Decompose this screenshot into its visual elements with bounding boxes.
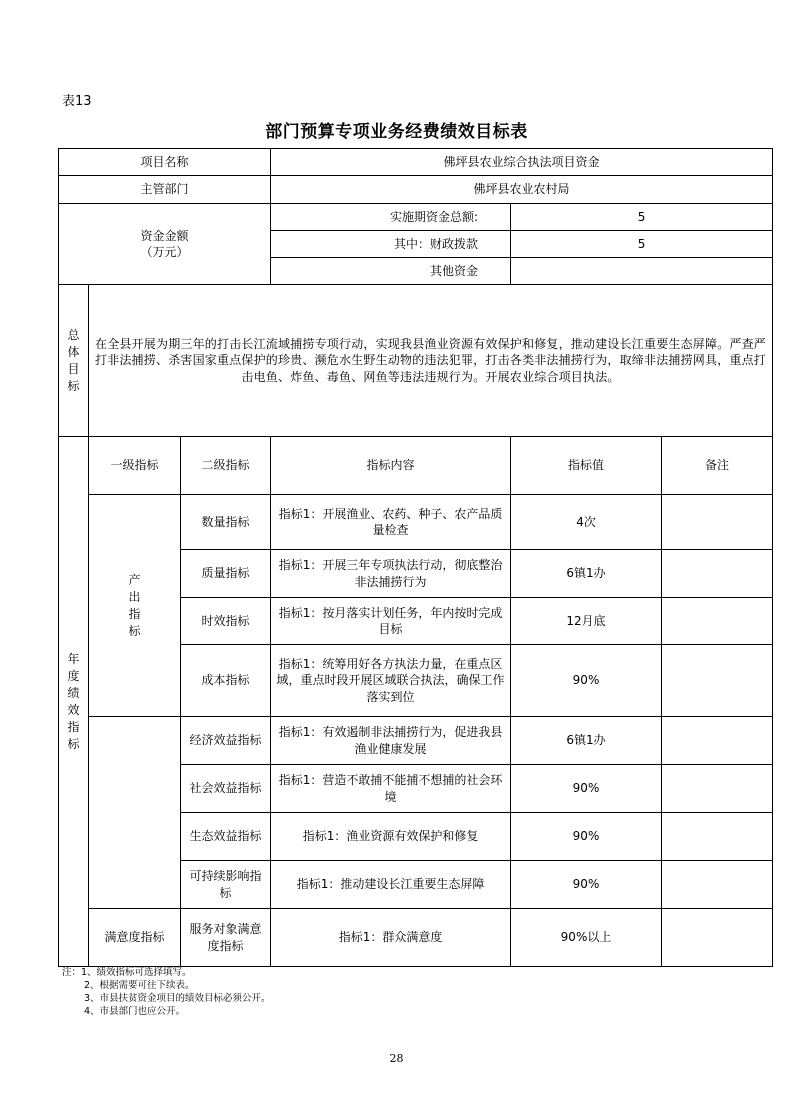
- level2-cell: 数量指标: [181, 495, 271, 550]
- annual-label: 年度绩效指标: [59, 437, 89, 967]
- dept-row: [59, 176, 773, 204]
- page-number: 28: [389, 1052, 404, 1065]
- project-name-value: 佛坪县农业综合执法项目资金: [271, 149, 773, 176]
- summary-label: 总体目标: [59, 285, 89, 437]
- content-cell: 指标1：统筹用好各方执法力量，在重点区域，重点时段开展区域联合执法，确保工作落实到位: [271, 645, 511, 717]
- level2-cell: 经济效益指标: [181, 717, 271, 765]
- satisfaction-label: 满意度指标: [89, 909, 181, 967]
- remark-cell: [662, 909, 773, 967]
- funds-total-label: 实施期资金总额:: [271, 204, 511, 231]
- level2-cell: 生态效益指标: [181, 813, 271, 861]
- header-level1: 一级指标: [89, 437, 181, 495]
- content-cell: 指标1：群众满意度: [271, 909, 511, 967]
- table-row: [59, 909, 773, 967]
- header-remark: 备注: [662, 437, 773, 495]
- remark-cell: [662, 598, 773, 645]
- content-cell: 指标1：推动建设长江重要生态屏障: [271, 861, 511, 909]
- page-title: 部门预算专项业务经费绩效目标表: [265, 122, 528, 142]
- remark-cell: [662, 765, 773, 813]
- value-cell: 90%以上: [511, 909, 662, 967]
- level2-cell: 时效指标: [181, 598, 271, 645]
- remark-cell: [662, 717, 773, 765]
- content-cell: 指标1：开展渔业、农药、种子、农产品质量检查: [271, 495, 511, 550]
- header-row: [59, 437, 773, 495]
- header-level2: 二级指标: [181, 437, 271, 495]
- benefit-label: [89, 717, 181, 909]
- remark-cell: [662, 550, 773, 598]
- summary-row: [59, 285, 773, 437]
- summary-text: 在全县开展为期三年的打击长江流域捕捞专项行动，实现我县渔业资源有效保护和修复，推动建设长江重要生态屏障。严查严打非法捕捞、杀害国家重点保护的珍贵、濒危水生野生动物的违法犯罪，打击各类非法捕捞行为，取缔非法捕捞网具，重点打击电鱼、炸鱼、毒鱼、网鱼等违法违规行为。开展农业综合项目执法。: [89, 285, 773, 437]
- value-cell: 90%: [511, 765, 662, 813]
- funds-other-label: 其他资金: [271, 258, 511, 285]
- funds-row: [59, 204, 773, 231]
- remark-cell: [662, 813, 773, 861]
- project-name-label: 项目名称: [59, 149, 271, 176]
- table-row: [59, 495, 773, 550]
- value-cell: 6镇1办: [511, 717, 662, 765]
- footnotes: [62, 966, 271, 1018]
- remark-cell: [662, 495, 773, 550]
- header-content: 指标内容: [271, 437, 511, 495]
- value-cell: 4次: [511, 495, 662, 550]
- content-cell: 指标1：营造不敢捕不能捕不想捕的社会环境: [271, 765, 511, 813]
- content-cell: 指标1：有效遏制非法捕捞行为，促进我县渔业健康发展: [271, 717, 511, 765]
- content-cell: 指标1：按月落实计划任务，年内按时完成目标: [271, 598, 511, 645]
- funds-fiscal-label: 其中：财政拨款: [271, 231, 511, 258]
- level2-cell: 成本指标: [181, 645, 271, 717]
- remark-cell: [662, 645, 773, 717]
- performance-target-table: [58, 148, 773, 967]
- value-cell: 90%: [511, 645, 662, 717]
- funds-fiscal-value: 5: [511, 231, 773, 258]
- value-cell: 90%: [511, 813, 662, 861]
- project-name-row: [59, 149, 773, 176]
- funds-label: 资金金额 （万元）: [59, 204, 271, 285]
- footnote: 3、市县扶贫资金项目的绩效目标必须公开。: [84, 993, 271, 1004]
- level2-cell: 质量指标: [181, 550, 271, 598]
- remark-cell: [662, 861, 773, 909]
- output-label: 产出指标: [89, 495, 181, 717]
- footnote: 注：1、绩效指标可选择填写。: [62, 967, 192, 978]
- value-cell: 90%: [511, 861, 662, 909]
- funds-other-value: [511, 258, 773, 285]
- content-cell: 指标1：渔业资源有效保护和修复: [271, 813, 511, 861]
- dept-label: 主管部门: [59, 176, 271, 204]
- funds-total-value: 5: [511, 204, 773, 231]
- footnote: 4、市县部门也应公开。: [84, 1006, 186, 1017]
- level2-cell: 服务对象满意度指标: [181, 909, 271, 967]
- level2-cell: 可持续影响指标: [181, 861, 271, 909]
- value-cell: 6镇1办: [511, 550, 662, 598]
- level2-cell: 社会效益指标: [181, 765, 271, 813]
- table-row: [59, 717, 773, 765]
- value-cell: 12月底: [511, 598, 662, 645]
- content-cell: 指标1：开展三年专项执法行动，彻底整治非法捕捞行为: [271, 550, 511, 598]
- dept-value: 佛坪县农业农村局: [271, 176, 773, 204]
- footnote: 2、根据需要可往下续表。: [84, 980, 195, 991]
- table-label: 表13: [62, 94, 92, 109]
- header-value: 指标值: [511, 437, 662, 495]
